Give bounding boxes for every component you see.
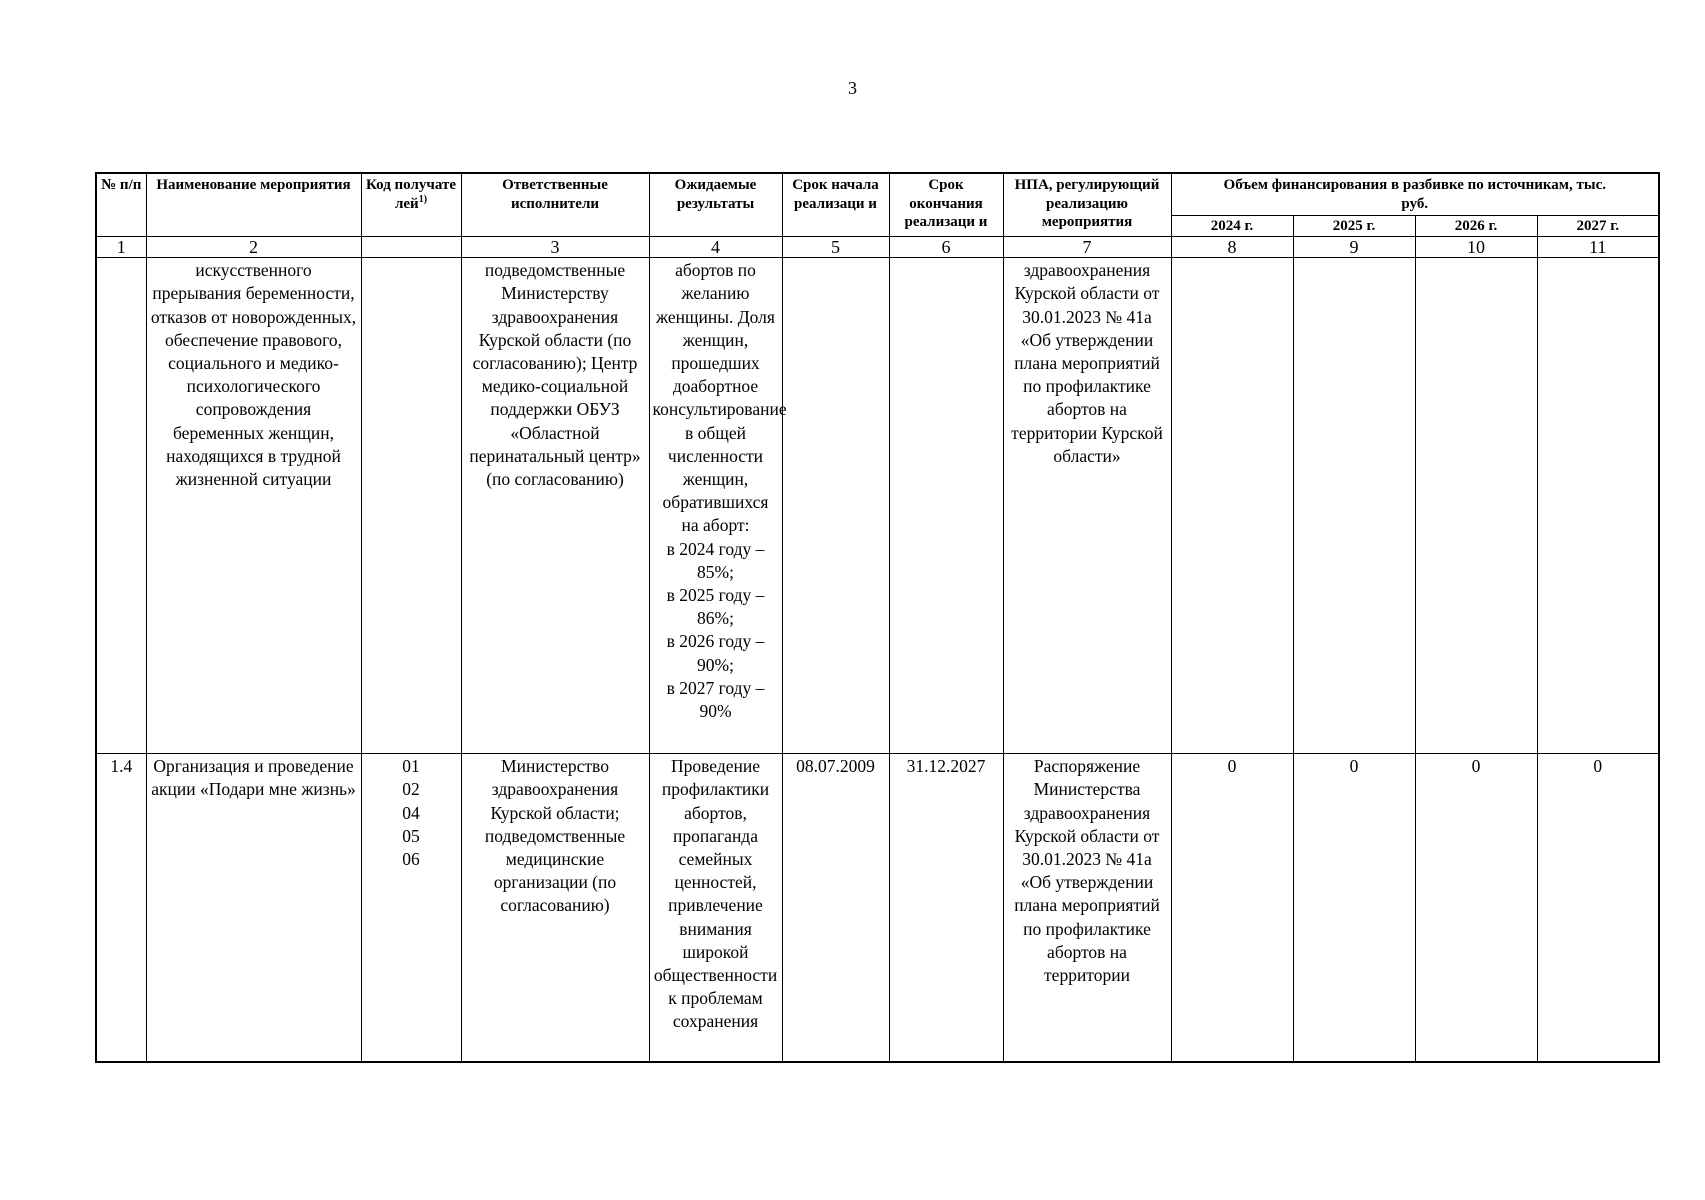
column-number: 6 xyxy=(889,237,1003,258)
cell-start xyxy=(782,258,889,754)
cell-funding-2025 xyxy=(1293,258,1415,754)
cell-funding-2027: 0 xyxy=(1537,754,1659,1063)
cell-name: Организация и проведение акции «Подари мне жизнь» xyxy=(146,754,361,1063)
cell-num: 1.4 xyxy=(96,754,146,1063)
cell-funding-2026 xyxy=(1415,258,1537,754)
table-row xyxy=(96,754,1659,1063)
header-end: Срок окончания реализаци и xyxy=(889,173,1003,237)
column-number: 11 xyxy=(1537,237,1659,258)
cell-npa: здравоохранения Курской области от 30.01.2023 № 41а «Об утверждении плана мероприятий по профилактике абортов на территории Курской области» xyxy=(1003,258,1171,754)
header-year-2027: 2027 г. xyxy=(1537,216,1659,237)
table-row xyxy=(96,258,1659,754)
cell-code: 01 02 04 05 06 xyxy=(361,754,461,1063)
cell-code xyxy=(361,258,461,754)
cell-results: Проведение профилактики абортов, пропаганда семейных ценностей, привлечение внимания широкой общественности к проблемам сохранения xyxy=(649,754,782,1063)
column-number: 1 xyxy=(96,237,146,258)
cell-funding-2025: 0 xyxy=(1293,754,1415,1063)
page-number: 3 xyxy=(848,78,857,98)
header-start: Срок начала реализаци и xyxy=(782,173,889,237)
header-name: Наименование мероприятия xyxy=(146,173,361,237)
column-number: 2 xyxy=(146,237,361,258)
cell-name: искусственного прерывания беременности, отказов от новорожденных, обеспечение правового, социального и медико-психологического сопровождения беременных женщин, находящихся в трудной жизненной ситуации xyxy=(146,258,361,754)
cell-funding-2024 xyxy=(1171,258,1293,754)
cell-executors: подведомственные Министерству здравоохранения Курской области (по согласованию); Центр медико-социальной поддержки ОБУЗ «Областной перинатальный центр» (по согласованию) xyxy=(461,258,649,754)
column-number xyxy=(361,237,461,258)
header-year-2024: 2024 г. xyxy=(1171,216,1293,237)
header-executors: Ответственные исполнители xyxy=(461,173,649,237)
cell-results: абортов по желанию женщины. Доля женщин, прошедших доабортное консультирование в общей численности женщин, обратившихся на аборт: в 2024 году – 85%; в 2025 году – 86%; в 2026 году – 90%; в 2027 году – 90% xyxy=(649,258,782,754)
header-code: Код получате лей$^{1)}$ xyxy=(361,173,461,237)
header-year-2026: 2026 г. xyxy=(1415,216,1537,237)
cell-end xyxy=(889,258,1003,754)
column-number: 9 xyxy=(1293,237,1415,258)
column-number: 4 xyxy=(649,237,782,258)
header-code-footnote: 1) xyxy=(418,193,428,205)
header-num: № п/п xyxy=(96,173,146,237)
column-number-row xyxy=(96,237,1659,258)
cell-funding-2026: 0 xyxy=(1415,754,1537,1063)
cell-end: 31.12.2027 xyxy=(889,754,1003,1063)
header-results: Ожидаемые результаты xyxy=(649,173,782,237)
column-number: 5 xyxy=(782,237,889,258)
header-npa: НПА, регулирующий реализацию мероприятия xyxy=(1003,173,1171,237)
column-number: 3 xyxy=(461,237,649,258)
cell-start: 08.07.2009 xyxy=(782,754,889,1063)
column-number: 8 xyxy=(1171,237,1293,258)
header-year-2025: 2025 г. xyxy=(1293,216,1415,237)
cell-funding-2024: 0 xyxy=(1171,754,1293,1063)
header-funding: Объем финансирования в разбивке по источникам, тыс. руб. xyxy=(1171,173,1659,216)
cell-executors: Министерство здравоохранения Курской области; подведомственные медицинские организации (по согласованию) xyxy=(461,754,649,1063)
column-number: 10 xyxy=(1415,237,1537,258)
cell-num xyxy=(96,258,146,754)
cell-npa: Распоряжение Министерства здравоохранения Курской области от 30.01.2023 № 41а «Об утверждении плана мероприятий по профилактике абортов на территории xyxy=(1003,754,1171,1063)
column-number: 7 xyxy=(1003,237,1171,258)
header-row xyxy=(96,173,1659,216)
cell-funding-2027 xyxy=(1537,258,1659,754)
activities-table xyxy=(95,172,1660,1063)
